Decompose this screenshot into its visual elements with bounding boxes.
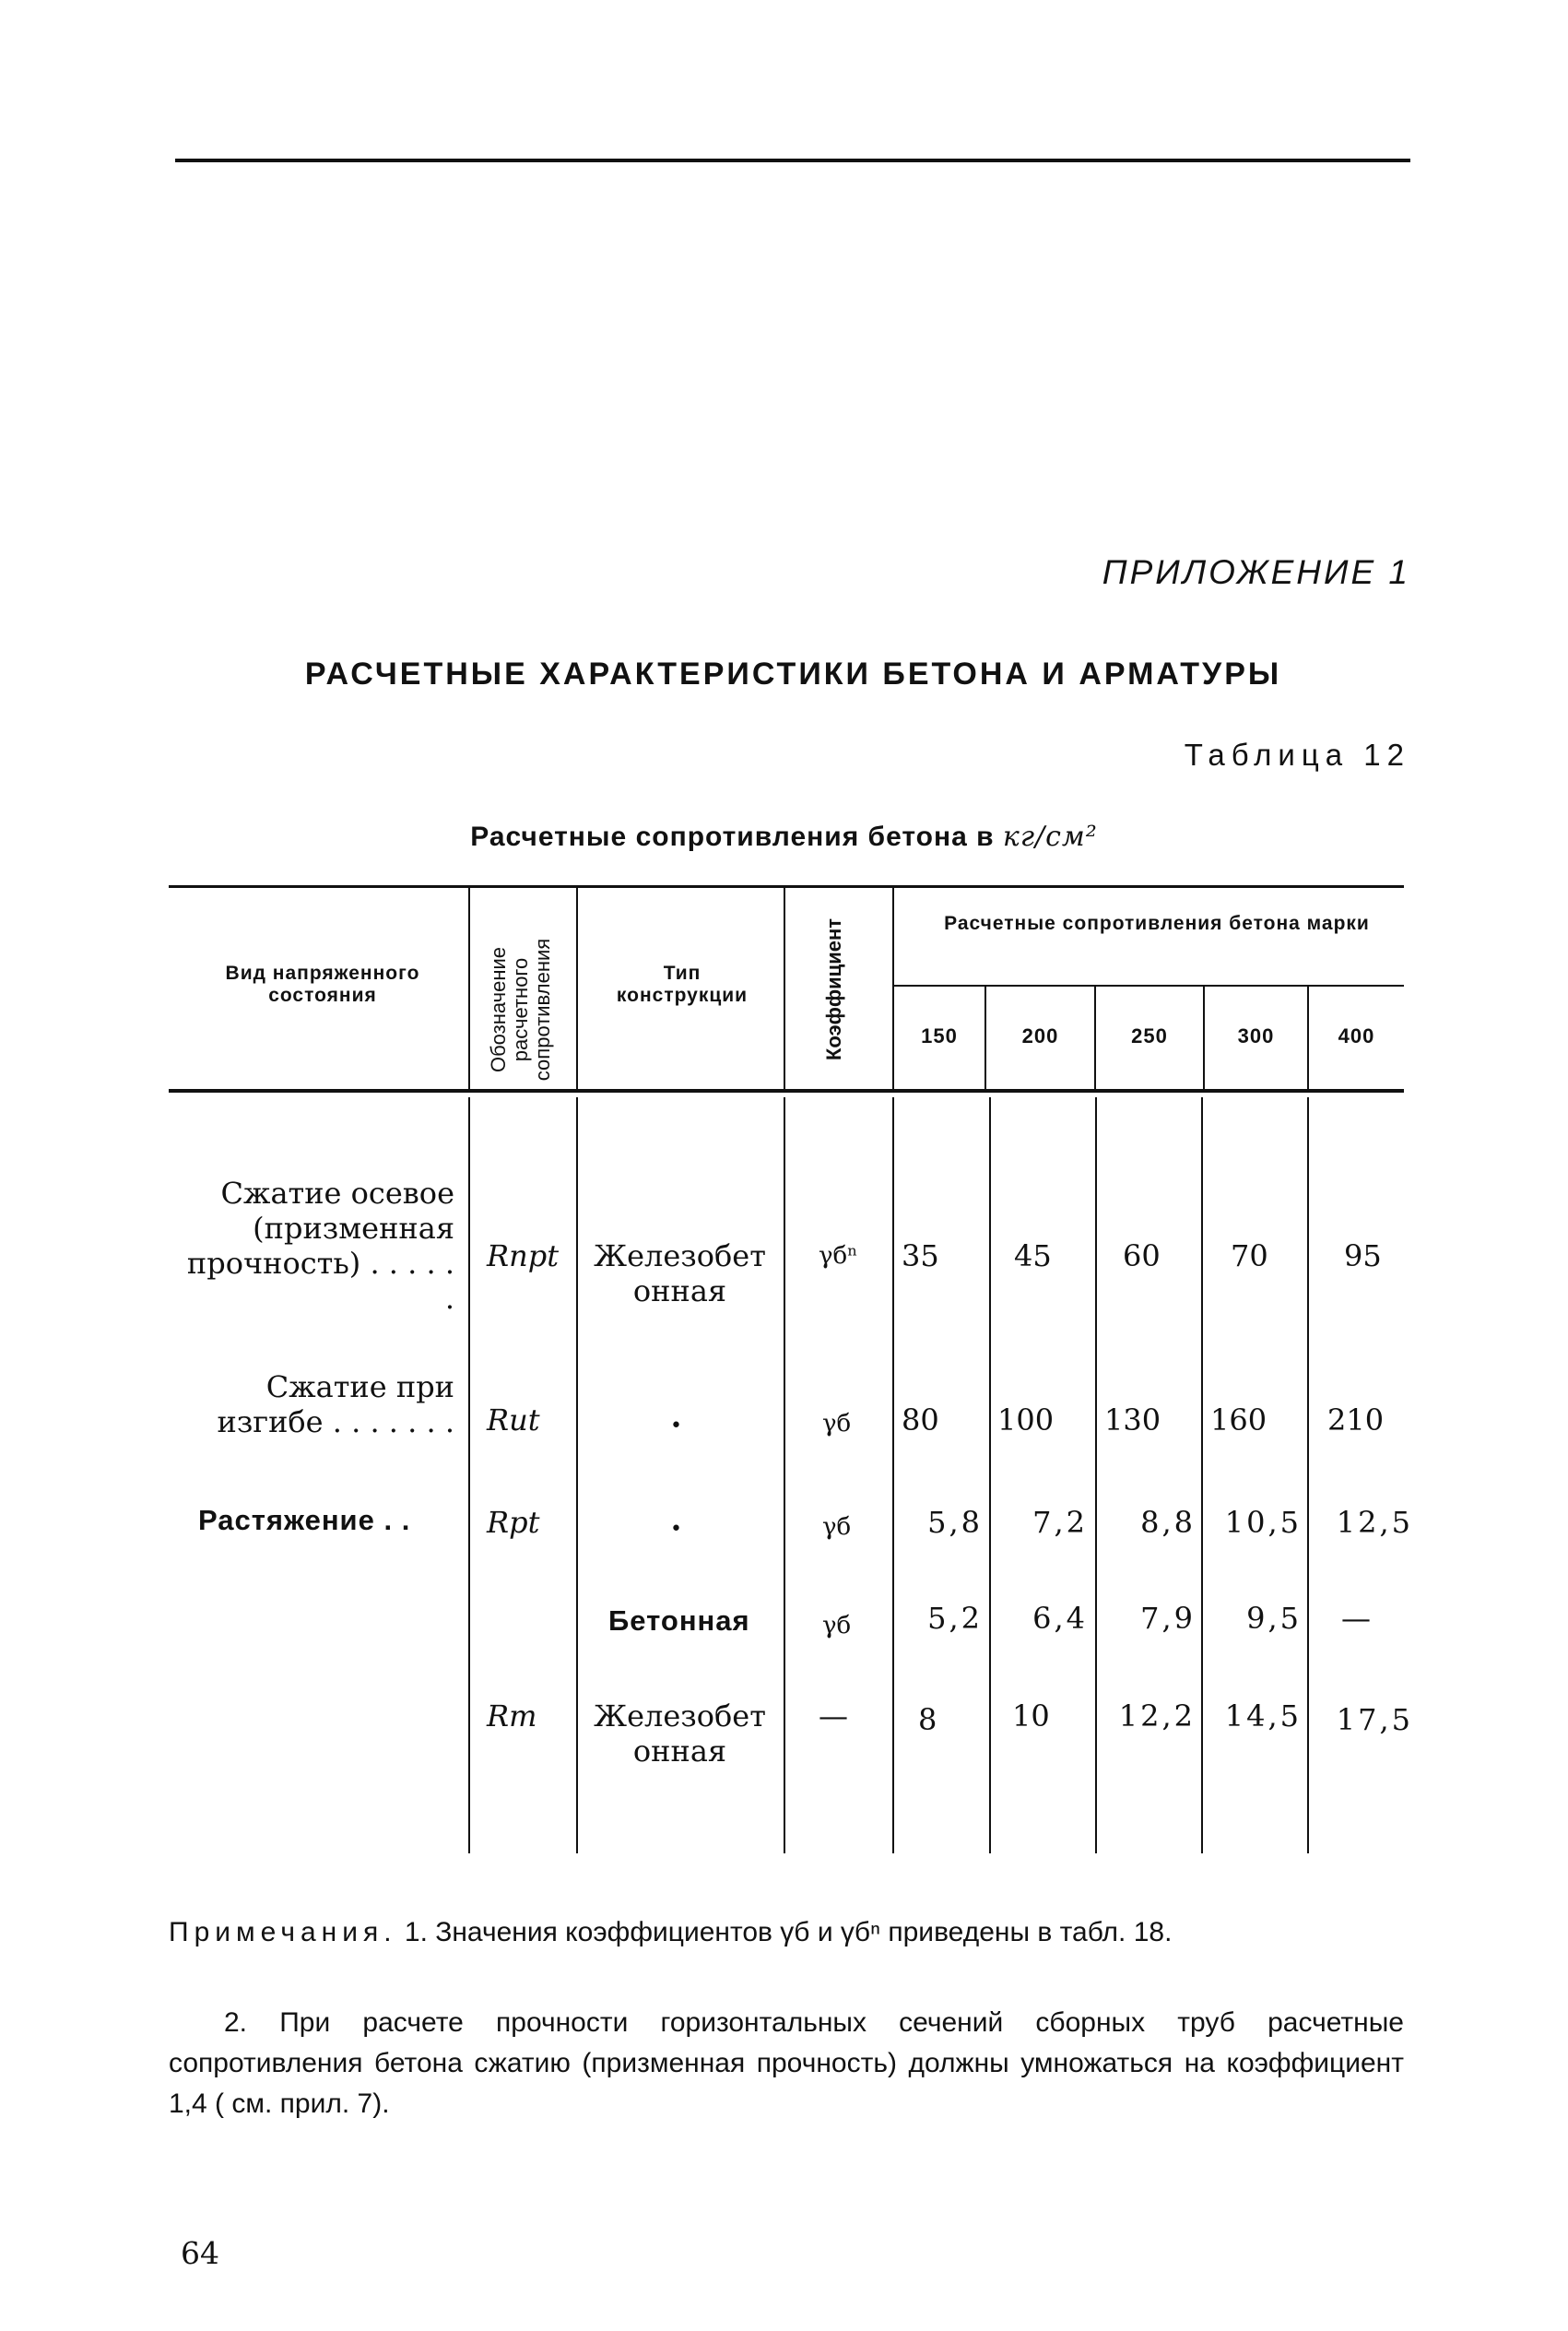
note-2: 2. При расчете прочности горизонтальных сечений сборных труб расчетные сопротивления бетона сжатию (призменная прочность) должны умножаться на коэффициент 1,4 ( см. прил. 7). [169, 2007, 1404, 2119]
header-coefficient: Коэффициент [822, 917, 845, 1061]
row-value: 100 [997, 1402, 1055, 1438]
row-symbol [487, 1505, 539, 1540]
row-value: 210 [1327, 1402, 1385, 1438]
header-grade: 150 [921, 1024, 958, 1047]
header-symbol-line: расчетного [509, 957, 532, 1062]
row-symbol-text: Rпрt [487, 1238, 560, 1273]
row-value: 7,9 [1140, 1601, 1196, 1636]
header-construction: Тип конструкции [616, 963, 749, 1006]
row-value: 12,5 [1336, 1505, 1413, 1540]
row-symbol [487, 1698, 536, 1733]
col-divider [1201, 1097, 1203, 1853]
top-rule [175, 159, 1410, 162]
header-symbol-line: сопротивления [531, 938, 554, 1082]
row-construction: Железобетонная [594, 1698, 766, 1769]
row-value: 7,2 [1032, 1505, 1088, 1540]
row-stress-type: Сжатие осевое (призменная прочность) . . . . . . [186, 1176, 454, 1316]
row-value: 130 [1104, 1402, 1161, 1438]
row-value: 5,8 [927, 1505, 983, 1540]
row-construction: Бетонная [608, 1604, 750, 1637]
header-sub-rule [894, 985, 1404, 987]
row-value: 70 [1231, 1238, 1268, 1273]
appendix-label: ПРИЛОЖЕНИЕ 1 [1102, 553, 1410, 591]
table-caption-text: Расчетные сопротивления бетона в [470, 822, 995, 852]
row-value: 60 [1123, 1238, 1161, 1273]
row-value: 10,5 [1224, 1505, 1302, 1540]
row-value: 10 [1012, 1698, 1050, 1733]
row-value: 5,2 [927, 1601, 983, 1636]
row-symbol-text: Rт [487, 1698, 537, 1733]
note-1 [169, 1912, 1404, 1952]
row-symbol-text: Rрt [487, 1505, 540, 1540]
row-symbol [487, 1238, 559, 1273]
row-value: 45 [1014, 1238, 1052, 1273]
row-coefficient: — [819, 1698, 848, 1733]
row-construction: • [670, 1518, 682, 1541]
header-resistance: Расчетные сопротивления бетона марки [944, 913, 1370, 934]
row-stress-type: Сжатие при изгибе . . . . . . . [217, 1369, 454, 1439]
row-value: 14,5 [1224, 1698, 1302, 1733]
row-value: 8 [918, 1702, 937, 1737]
col-divider [989, 1097, 991, 1853]
row-value: 35 [902, 1238, 939, 1273]
header-stress-type: Вид напряженного состояния [225, 963, 420, 1006]
table-unit: кг/см² [1002, 821, 1098, 853]
row-stress-type: Растяжение . . [198, 1504, 411, 1536]
row-coefficient: γб [822, 1513, 852, 1541]
page-title: РАСЧЕТНЫЕ ХАРАКТЕРИСТИКИ БЕТОНА И АРМАТУРЫ [304, 657, 1282, 692]
row-value: 160 [1210, 1402, 1267, 1438]
row-value: 80 [902, 1402, 939, 1438]
col-divider [784, 1097, 785, 1853]
row-value: 12,2 [1118, 1698, 1196, 1733]
header-symbol-line: Обозначение [487, 946, 510, 1073]
row-value: 8,8 [1140, 1505, 1196, 1540]
row-value: 17,5 [1336, 1702, 1413, 1737]
col-divider [1095, 1097, 1097, 1853]
header-grade: 200 [1021, 1024, 1059, 1047]
row-coefficient: γбⁿ [819, 1242, 858, 1270]
row-value: 6,4 [1032, 1601, 1088, 1636]
row-value: — [1341, 1601, 1371, 1636]
table-caption [0, 821, 1568, 853]
row-construction: Железобетонная [594, 1238, 766, 1308]
header-grade: 250 [1131, 1024, 1168, 1047]
table-label: Таблица 12 [1184, 738, 1410, 772]
page-number: 64 [181, 2235, 219, 2271]
row-symbol [487, 1402, 540, 1438]
col-divider [468, 887, 470, 1090]
row-value: 9,5 [1246, 1601, 1302, 1636]
col-divider [892, 1097, 894, 1853]
col-divider [576, 887, 578, 1090]
row-coefficient: γб [822, 1410, 852, 1438]
col-divider [892, 887, 894, 1090]
row-value: 95 [1344, 1238, 1382, 1273]
row-coefficient: γб [822, 1612, 852, 1639]
row-symbol-text: Rиt [487, 1402, 540, 1438]
row-construction: • [670, 1414, 682, 1438]
col-divider [1307, 1097, 1309, 1853]
col-divider [468, 1097, 470, 1853]
notes-label: Примечания. [169, 1917, 397, 1947]
header-grade: 300 [1237, 1024, 1275, 1047]
header-bottom-rule [169, 1089, 1404, 1093]
col-divider [576, 1097, 578, 1853]
col-divider [784, 887, 785, 1090]
header-grade: 400 [1338, 1024, 1375, 1047]
table-top-rule [169, 885, 1404, 888]
note-1-text: 1. Значения коэффициентов γб и γбⁿ приведены в табл. 18. [404, 1917, 1173, 1947]
header-symbol [488, 913, 560, 1106]
